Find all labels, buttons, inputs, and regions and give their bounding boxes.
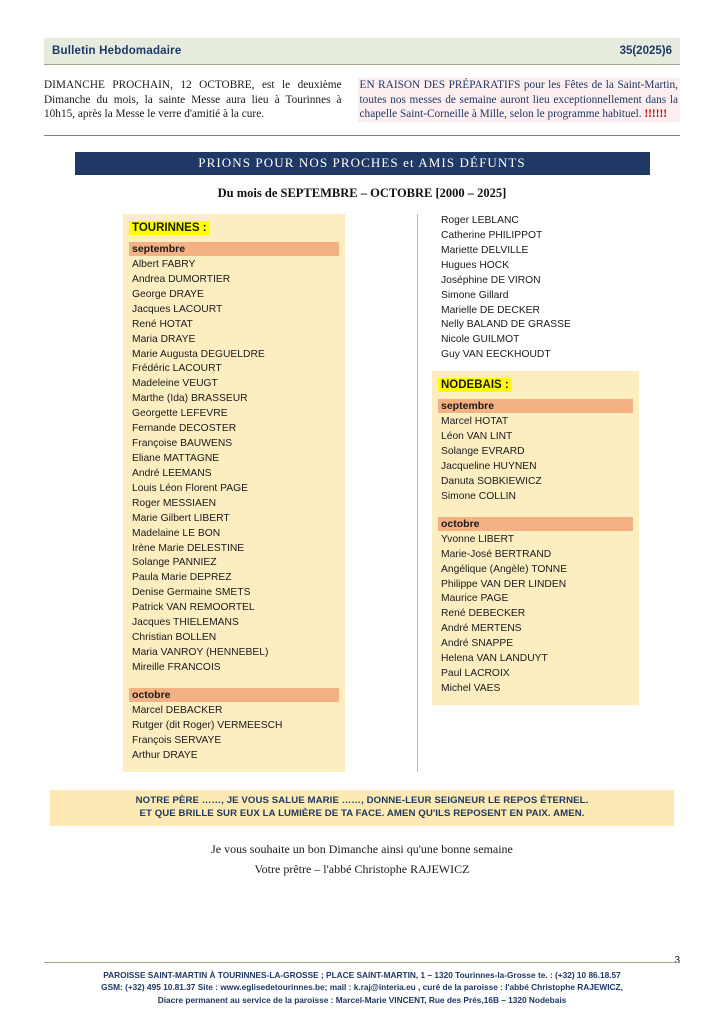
list-item: Françoise BAUWENS	[132, 438, 233, 450]
list-item: Solange PANNIEZ	[132, 557, 217, 569]
intro-right-exclamation: !!!!!!	[644, 108, 667, 121]
list-item: Arthur DRAYE	[132, 749, 198, 761]
header-divider	[44, 64, 680, 65]
list-item: Philippe VAN DER LINDEN	[441, 578, 567, 590]
closing-line-2: Votre prêtre – l'abbé Christophe RAJEWICZ	[254, 861, 470, 876]
list-item: Nicole GUILMOT	[441, 334, 520, 346]
list-item: Simone COLLIN	[441, 490, 516, 502]
list-item: Hugues HOCK	[441, 259, 510, 271]
column-nodebais	[417, 214, 639, 772]
list-item: Jacques THIELEMANS	[132, 617, 239, 629]
list-item: Léon VAN LINT	[441, 431, 513, 443]
page-header	[44, 38, 680, 64]
list-item: Albert FABRY	[132, 259, 196, 271]
list-item: Marthe (Ida) BRASSEUR	[132, 393, 248, 405]
spacer	[438, 505, 633, 513]
list-item: Guy VAN EECKHOUDT	[441, 349, 551, 361]
list-item: Marie-José BERTRAND	[441, 548, 552, 560]
list-item: Joséphine DE VIRON	[441, 274, 541, 286]
list-item: Irène Marie DELESTINE	[132, 542, 245, 554]
footer-line-3: Diacre permanent au service de la paroisse : Marcel-Marie VINCENT, Rue des Prés,16B – 1320 Nodebais	[157, 994, 567, 1005]
prayer-line-1: NOTRE PÈRE ……, JE VOUS SALUE MARIE ……, DONNE-LEUR SEIGNEUR LE REPOS ÉTERNEL.	[135, 794, 589, 806]
closing-line-1: Je vous souhaite un bon Dimanche ainsi qu'une bonne semaine	[211, 842, 513, 857]
tourinnes-heading: TOURINNES :	[129, 221, 210, 235]
bulletin-title: Bulletin Hebdomadaire	[52, 45, 182, 57]
column-tourinnes	[123, 214, 345, 772]
list-item: Jacqueline HUYNEN	[441, 461, 537, 472]
list-item: Marcel HOTAT	[441, 416, 509, 428]
list-item: Yvonne LIBERT	[441, 533, 515, 545]
intro-left-text: DIMANCHE PROCHAIN, 12 OCTOBRE, est le deuxième Dimanche du mois, la sainte Messe aura lieu à Tourinnes à 10h15, après la Messe le verre d'amitié à la cure.	[44, 79, 342, 121]
page-footer	[44, 962, 680, 1006]
list-item: Louis Léon Florent PAGE	[132, 482, 249, 494]
intro-divider	[44, 135, 680, 136]
intro-right-notice	[358, 78, 680, 122]
prayer-box	[50, 790, 674, 827]
list-item: Eliane MATTAGNE	[132, 453, 220, 464]
list-item: Christian BOLLEN	[132, 632, 217, 644]
list-item: Helena VAN LANDUYT	[441, 653, 548, 665]
list-item: Rutger (dit Roger) VERMEESCH	[132, 719, 283, 731]
list-item: Maria VANROY (HENNEBEL)	[132, 646, 269, 658]
list-item: Marcel DEBACKER	[132, 704, 223, 716]
tourinnes-continued-list	[432, 214, 639, 363]
list-item: Michel VAES	[441, 682, 501, 694]
nodebais-october-label: octobre	[438, 517, 633, 531]
spacer	[432, 363, 639, 371]
intro-right-text: EN RAISON DES PRÉPARATIFS pour les Fêtes de la Saint-Martin, toutes nos messes de semaine auront lieu exceptionnellement dans la chapelle Saint-Corneille à Mille, selon le programme habituel.	[359, 79, 678, 121]
list-item: Danuta SOBKIEWICZ	[441, 475, 542, 487]
intro-section	[44, 78, 680, 122]
tourinnes-october-label: octobre	[129, 688, 339, 702]
list-item: Simone Gillard	[441, 289, 509, 301]
list-item: Roger LEBLANC	[441, 215, 519, 227]
nodebais-september-label: septembre	[438, 399, 633, 413]
list-item: François SERVAYE	[132, 734, 222, 746]
nodebais-october-list	[438, 533, 633, 697]
tourinnes-october-list	[129, 704, 339, 764]
nodebais-september-list	[438, 415, 633, 505]
list-item: Marie Augusta DEGUELDRE	[132, 348, 265, 360]
list-item: André SNAPPE	[441, 638, 514, 650]
footer-divider	[44, 962, 680, 963]
list-item: Angélique (Angèle) TONNE	[441, 563, 568, 575]
list-item: Madeleine VEUGT	[132, 378, 218, 390]
list-item: Solange EVRARD	[441, 446, 525, 458]
list-item: Andrea DUMORTIER	[132, 273, 231, 285]
tourinnes-september-list	[129, 258, 339, 676]
list-item: Jacques LACOURT	[132, 303, 223, 315]
list-item: André LEEMANS	[132, 467, 212, 479]
list-item: Madelaine LE BON	[132, 527, 221, 539]
list-item: Frédéric LACOURT	[132, 363, 222, 375]
spacer	[129, 676, 339, 684]
bulletin-issue-number: 35(2025)6	[619, 45, 672, 57]
footer-line-1: PAROISSE SAINT-MARTIN À TOURINNES-LA-GROSSE ; PLACE SAINT-MARTIN, 1 – 1320 Tourinnes-la-Grosse te. : (+32) 10 86.18.57	[103, 969, 621, 980]
list-item: Roger MESSIAEN	[132, 497, 217, 509]
list-item: Paula Marie DEPREZ	[132, 572, 232, 584]
footer-line-2: GSM: (+32) 495 10.81.37 Site : www.eglisedetourinnes.be; mail : k.raj@interia.eu , curé de la paroisse : l'abbé Christophe RAJEWICZ,	[101, 982, 623, 993]
list-item: Fernande DECOSTER	[132, 423, 237, 435]
list-item: André MERTENS	[441, 623, 522, 635]
page-number: 3	[674, 955, 680, 966]
list-item: Marie Gilbert LIBERT	[132, 512, 230, 524]
deceased-lists	[44, 214, 680, 772]
list-item: Maurice PAGE	[441, 593, 509, 605]
list-item: René DEBECKER	[441, 608, 526, 620]
prayer-banner: PRIONS POUR NOS PROCHES et AMIS DÉFUNTS	[75, 152, 650, 175]
list-item: Mariette DELVILLE	[441, 244, 529, 256]
list-item: Paul LACROIX	[441, 668, 510, 680]
nodebais-block	[432, 371, 639, 705]
prayer-line-2: ET QUE BRILLE SUR EUX LA LUMIÈRE DE TA FACE. AMEN QU'ILS REPOSENT EN PAIX. AMEN.	[139, 808, 585, 820]
list-item: Catherine PHILIPPOT	[441, 229, 543, 241]
nodebais-heading: NODEBAIS :	[438, 378, 512, 392]
list-item: Patrick VAN REMOORTEL	[132, 602, 255, 614]
list-item: Maria DRAYE	[132, 333, 196, 345]
list-item: René HOTAT	[132, 318, 193, 330]
list-item: Georgette LEFEVRE	[132, 408, 228, 420]
footer-contact	[44, 969, 680, 1006]
list-item: Marielle DE DECKER	[441, 304, 540, 316]
list-item: Denise Germaine SMETS	[132, 587, 251, 599]
closing-message	[44, 840, 680, 878]
period-subtitle: Du mois de SEPTEMBRE – OCTOBRE [2000 – 2025]	[217, 186, 507, 201]
tourinnes-september-label: septembre	[129, 242, 339, 256]
list-item: Nelly BALAND DE GRASSE	[441, 319, 571, 331]
list-item: George DRAYE	[132, 288, 204, 300]
list-item: Mireille FRANCOIS	[132, 661, 221, 673]
tourinnes-block	[123, 214, 345, 772]
